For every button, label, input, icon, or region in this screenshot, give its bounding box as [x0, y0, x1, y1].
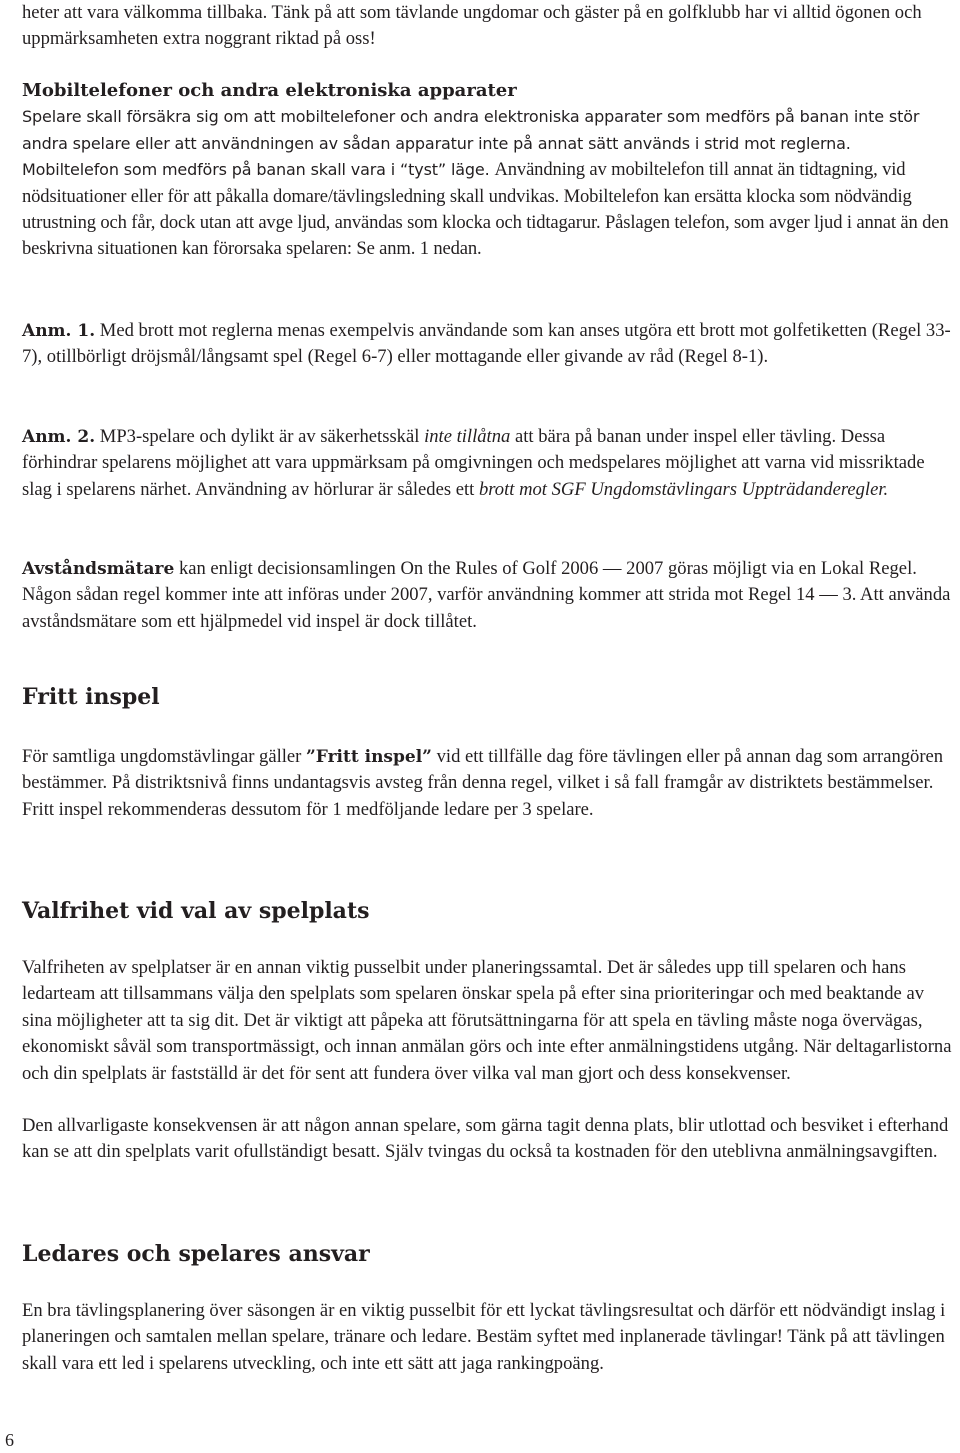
page-number: 6 — [5, 1430, 14, 1450]
mobile-heading: Mobiltelefoner och andra elektroniska apparater — [22, 80, 517, 101]
fritt-heading: Fritt inspel — [22, 684, 160, 710]
rangefinder-paragraph — [22, 556, 952, 635]
valfrihet-paragraph-2: Den allvarligaste konsekvensen är att någon annan spelare, som gärna tagit denna plats, blir utlottad och besviket i efterhand kan se att din spelplats varit ofullständigt besatt. Själv tvingas du också ta kostnaden för den uteblivna anmälningsavgiften. — [22, 1115, 949, 1163]
fritt-bold: ”Fritt inspel” — [306, 747, 432, 767]
mobile-section — [22, 78, 952, 263]
anm1-text: Med brott mot reglerna menas exempelvis användande som kan anses utgöra ett brott mot golfetiketten (Regel 33-7), otillbörligt dröjsmål/långsamt spel (Regel 6-7) eller mottagande eller givande av råd (Regel 8-1). — [22, 320, 951, 368]
valfrihet-heading: Valfrihet vid val av spelplats — [22, 898, 370, 924]
anm2-italic-2: brott mot SGF Ungdomstävlingars Uppträdanderegler. — [478, 478, 889, 500]
rangefinder-label: Avståndsmätare — [22, 559, 175, 579]
anm1-label: Anm. 1. — [22, 321, 96, 341]
mobile-body-2: Användning av mobiltelefon till annat än tidtagning, vid nödsituationer eller för att påkalla domare/tävlingsledning skall undvikas. Mobiltelefon kan ersätta klocka som nödvändig utrustning och får, dock utan att avge ljud, användas som klocka och tidtagarur. Påslagen telefon, som avger ljud i annat än den beskrivna situationen kan förorsaka spelaren: Se anm. 1 nedan. — [22, 159, 949, 260]
valfrihet-paragraph-1: Valfriheten av spelplatser är en annan viktig pusselbit under planeringssamtal. Det är således upp till spelaren och hans ledarteam att tillsammans välja den spelplats som spelaren önskar spela på efter sina prioriteringar och med beaktande av sina möjligheter att ta sig dit. Det är viktigt att påpeka att förutsättningarna för att spela en tävling måste noga övervägas, ekonomiskt såväl som transportmässigt, och innan anmälan görs och inte efter anmälningstidens utgång. När deltagarlistorna och din spelplats är fastställd är det för sent att fundera över vilka val man gjort och dess konsekvenser. — [22, 957, 952, 1084]
anm2-paragraph — [22, 424, 952, 503]
mobile-body: Spelare skall försäkra sig om att mobiltelefoner och andra elektroniska apparater som medförs på banan inte stör andra spelare eller att användningen av sådan apparatur inte på annat sätt används i strid mot reglerna. Mobiltelefon som medförs på banan skall vara i “tyst” läge. — [22, 107, 920, 180]
anm2-text-a: MP3-spelare och dylikt är av säkerhetsskäl — [99, 426, 420, 447]
ledare-heading: Ledares och spelares ansvar — [22, 1241, 370, 1267]
ledare-paragraph: En bra tävlingsplanering över säsongen är en viktig pusselbit för ett lyckat tävlingsresultat och därför ett nödvändigt inslag i planeringen och samtalen mellan spelare, tränare och ledare. Bestäm syftet med inplanerade tävlingar! Tänk på att tävlingen skall vara ett led i spelarens utveckling, och inte ett sätt att jaga rankingpoäng. — [22, 1300, 946, 1374]
fritt-paragraph — [22, 744, 952, 823]
mobile-paragraph — [22, 104, 952, 262]
fritt-text-a: För samtliga ungdomstävlingar gäller — [22, 746, 302, 767]
rangefinder-text: kan enligt decisionsamlingen On the Rules of Golf 2006 — 2007 göras möjligt via en Lokal Regel. Någon sådan regel kommer inte att införas under 2007, varför användning kommer att strida mot Regel 14 — 3. Att använda avståndsmätare som ett hjälpmedel vid inspel är dock tillåtet. — [22, 558, 951, 632]
anm2-italic: inte tillåtna — [424, 426, 511, 447]
anm1-paragraph — [22, 318, 952, 371]
fritt-text-b: vid ett tillfälle dag före tävlingen eller på annan dag som arrangören bestämmer. På distriktsnivå finns undantagsvis avsteg från denna regel, vilket i så fall framgår av distriktets bestämmelser. Fritt inspel rekommenderas dessutom för 1 medföljande ledare per 3 spelare. — [22, 746, 944, 820]
anm2-text-b: att bära på banan under inspel eller tävling. Dessa förhindrar spelarens möjlighet att vara uppmärksam på omgivningen och medspelares möjlighet att varna vid missriktade slag i spelarens närhet. Användning av hörlurar är således ett — [22, 426, 925, 500]
anm2-label: Anm. 2. — [22, 427, 96, 447]
intro-paragraph: heter att vara välkomma tillbaka. Tänk på att som tävlande ungdomar och gäster på en golfklubb har vi alltid ögonen och uppmärksamheten extra noggrant riktad på oss! — [22, 2, 922, 50]
